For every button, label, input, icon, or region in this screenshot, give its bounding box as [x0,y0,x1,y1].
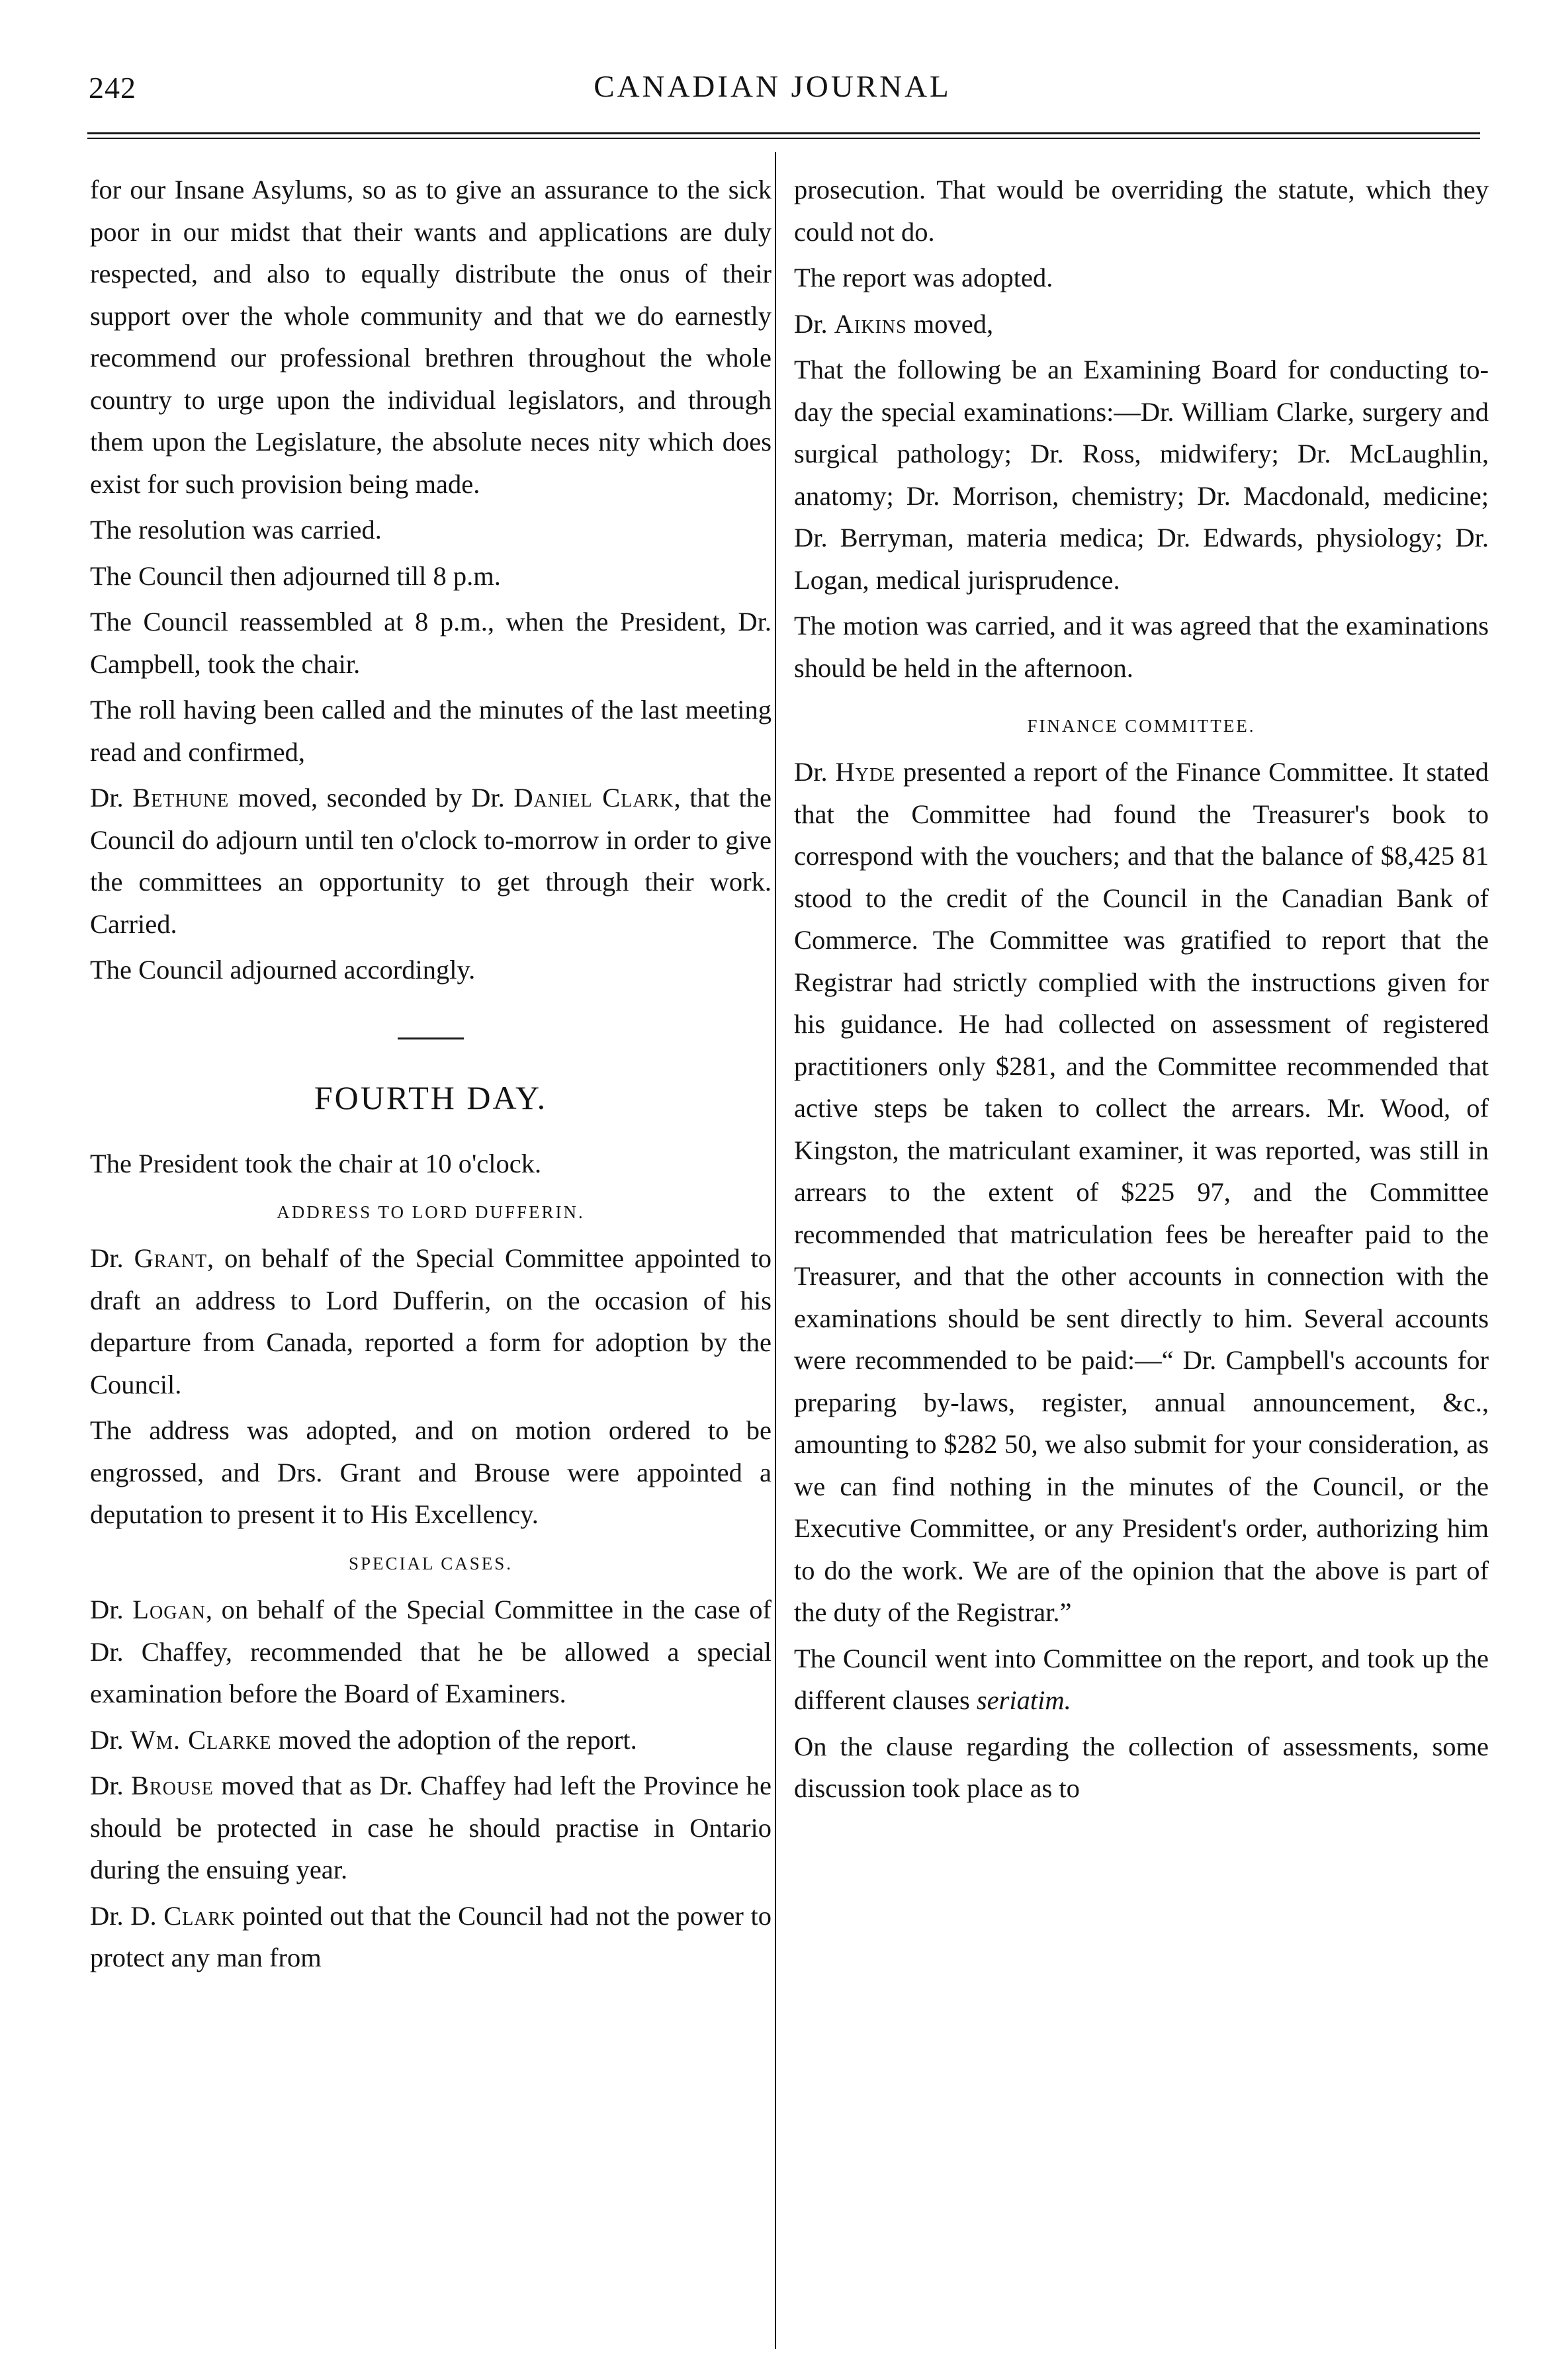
text-run: Dr. [90,1771,132,1801]
paragraph [794,751,1489,1634]
page-number: 242 [89,71,136,105]
paragraph: That the following be an Examining Board for conducting to-day the special examinations:—Dr. William Clarke, surgery and surgical pathology; Dr. Ross, midwifery; Dr. McLaughlin, anatomy; Dr. Morrison, chemistry; Dr. Macdonald, medicine; Dr. Berryman, materia medica; Dr. Edwards, physiology; Dr. Logan, medical jurisprudence. [794,355,1489,595]
left-column [90,169,772,1979]
paragraph: On the clause regarding the collection of assessments, some discussion took place as to [794,1731,1489,1804]
text-run: The Council went into Committee on the report, and took up the different clauses [794,1643,1489,1716]
speaker-name: Brouse [131,1771,214,1801]
paragraph: for our Insane Asylums, so as to give an assurance to the sick poor in our midst that their wants and applications are duly respected, and also to equally distribute the onus of their support over the whole community and that we do earnestly recommend our professional brethren throughout the whole country to urge upon the individual legislators, and through them upon the Legislature, the absolute neces nity which does exist for such provision being made. [90,175,772,499]
text-run: Dr. [794,757,836,787]
header-rule-thin [87,138,1480,139]
text-run: , that the Council do adjourn until ten o'clock to-morrow in order to give the committees an opportunity to get through their work. Carried. [90,783,772,939]
speaker-name: Aikins [834,308,907,339]
subheading: SPECIAL CASES. [348,1553,513,1573]
right-column [794,169,1489,1810]
paragraph: The report was adopted. [794,263,1053,292]
paragraph: The Council then adjourned till 8 p.m. [90,560,501,591]
speaker-name: Logan [132,1595,206,1625]
speaker-name: Wm. Clarke [130,1724,272,1755]
text-run: moved that as Dr. Chaffey had left the Province he should be protected in case he should practise in Ontario during the ensuing year. [90,1771,772,1885]
text-run: pointed out that the Council had not the power to protect any man from [90,1900,772,1973]
text-run: Dr. [90,1595,133,1625]
paragraph [90,777,772,945]
speaker-name: Clark [163,1900,236,1931]
text-run: moved, [906,308,994,339]
paragraph: The motion was carried, and it was agreed that the examinations should be held in the afternoon. [794,611,1489,683]
paragraph [90,1719,772,1761]
text-run: Dr. [90,1724,130,1755]
section-title: FOURTH DAY. [314,1079,548,1116]
paragraph [90,1237,772,1405]
speaker-name: Grant [134,1243,208,1274]
speaker-name: Hyde [835,757,896,787]
paragraph [90,1589,772,1715]
subheading: ADDRESS TO LORD DUFFERIN. [277,1202,585,1222]
paragraph: The Council adjourned accordingly. [90,955,476,985]
text-run: presented a report of the Finance Committee. It stated that the Committee had found the Treasurer's book to correspond with the vouchers; and that the balance of $8,425 81 stood to the credit of the Council in the Canadian Bank of Commerce. The Committee was gratified to report that the Registrar had strictly complied with the instructions given for his guidance. He had collected on assessment of registered practitioners only $281, and the Committee recommended that active steps be taken to collect the arrears. Mr. Wood, of Kingston, the matriculant examiner, it was reported, was still in arrears to the extent of $225 97, and the Committee recommended that matriculation fees be hereafter paid to the Treasurer, and that the other accounts in connection with the examinations should be sent directly to him. Several accounts were recommended to be paid:—“ Dr. Campbell's accounts for preparing by-laws, register, annual announcement, &c., amounting to $282 50, we also submit for your consideration, as we can find nothing in the minutes of the Council, or the Executive Committee, or any President's order, authorizing him to do the work. We are of the opinion that the above is part of the duty of the Registrar.” [794,757,1489,1628]
paragraph: prosecution. That would be overriding the statute, which they could not do. [794,175,1489,247]
speaker-name: Bethune [132,783,230,813]
paragraph: The resolution was carried. [90,515,382,545]
paragraph [794,303,1489,345]
text-run: , on behalf of the Special Committee in the case of Dr. Chaffey, recommended that he be allowed a special examination before the Board of Examiners. [90,1595,772,1709]
italic-term: seriatim. [976,1685,1071,1716]
text-run: Dr. D. [90,1900,164,1931]
speaker-name: Daniel Clark [513,783,674,813]
subheading: FINANCE COMMITTEE. [1027,716,1256,736]
paragraph: The Council reassembled at 8 p.m., when the President, Dr. Campbell, took the chair. [90,607,772,679]
header-rule [87,132,1480,134]
text-run: moved, seconded by Dr. [229,783,514,813]
paragraph [90,1765,772,1891]
text-run: moved the adoption of the report. [271,1724,637,1755]
column-divider [775,152,776,2349]
paragraph: The address was adopted, and on motion ordered to be engrossed, and Drs. Grant and Brouse were appointed a deputation to present it to His Excellency. [90,1415,772,1530]
paragraph: The roll having been called and the minutes of the last meeting read and confirmed, [90,695,772,767]
paragraph: The President took the chair at 10 o'clock. [90,1148,542,1178]
text-run: , on behalf of the Special Committee appointed to draft an address to Lord Dufferin, on the occasion of his departure from Canada, reported a form for adoption by the Council. [90,1243,772,1399]
text-run: Dr. [90,1243,134,1274]
text-run: Dr. [794,308,834,339]
paragraph [90,1895,772,1979]
section-rule [398,1037,464,1039]
text-run: Dr. [90,783,133,813]
running-head: CANADIAN JOURNAL [594,69,951,104]
paragraph [794,1638,1489,1722]
